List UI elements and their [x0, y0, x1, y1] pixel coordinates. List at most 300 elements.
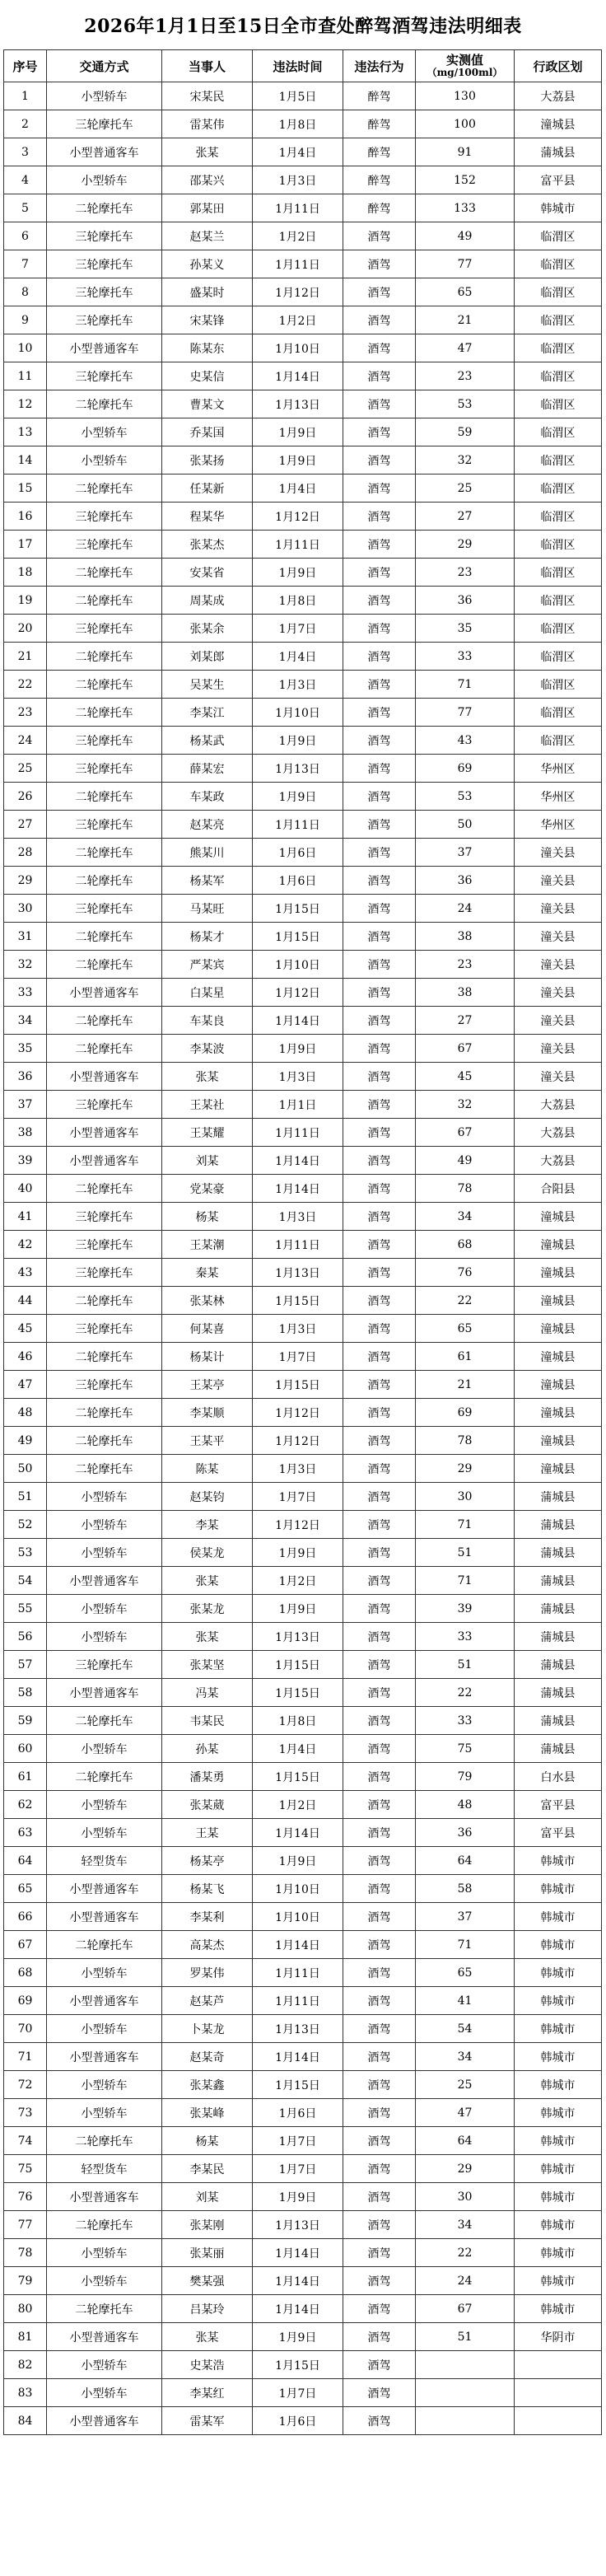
cell-behavior: 酒驾: [343, 783, 416, 811]
cell-no: 41: [4, 1203, 47, 1231]
cell-behavior: 醉驾: [343, 138, 416, 166]
cell-vehicle: 二轮摩托车: [47, 1763, 162, 1791]
cell-person: 李某民: [162, 2155, 253, 2183]
cell-date: 1月7日: [253, 2155, 343, 2183]
cell-value: 64: [416, 1847, 515, 1875]
cell-district: 临渭区: [515, 390, 602, 418]
cell-behavior: 酒驾: [343, 2183, 416, 2211]
cell-value: 24: [416, 2267, 515, 2295]
cell-vehicle: 小型普通客车: [47, 2323, 162, 2351]
table-row: [4, 755, 602, 783]
cell-district: 富平县: [515, 1791, 602, 1819]
cell-vehicle: 小型轿车: [47, 166, 162, 194]
table-row: [4, 643, 602, 671]
cell-value: 59: [416, 418, 515, 446]
cell-district: 韩城市: [515, 1847, 602, 1875]
cell-person: 张某: [162, 2323, 253, 2351]
header-value-label: 实测值: [445, 53, 483, 68]
table-row: [4, 559, 602, 587]
cell-vehicle: 小型普通客车: [47, 1875, 162, 1903]
cell-person: 陈某东: [162, 334, 253, 362]
table-row: [4, 1791, 602, 1819]
cell-person: 李某: [162, 1511, 253, 1539]
cell-person: 张某: [162, 1623, 253, 1651]
cell-person: 张某葳: [162, 1791, 253, 1819]
cell-vehicle: 小型轿车: [47, 1539, 162, 1567]
cell-person: 乔某国: [162, 418, 253, 446]
cell-person: 张某余: [162, 615, 253, 643]
table-row: [4, 475, 602, 503]
cell-district: 临渭区: [515, 362, 602, 390]
cell-date: 1月1日: [253, 1091, 343, 1119]
cell-behavior: 酒驾: [343, 1679, 416, 1707]
cell-behavior: 酒驾: [343, 1203, 416, 1231]
cell-no: 76: [4, 2183, 47, 2211]
cell-value: 65: [416, 1315, 515, 1343]
cell-value: 48: [416, 1791, 515, 1819]
cell-date: 1月15日: [253, 1371, 343, 1399]
cell-district: 潼城县: [515, 1315, 602, 1343]
cell-person: 严某宾: [162, 951, 253, 979]
cell-district: 华阴市: [515, 2323, 602, 2351]
cell-no: 12: [4, 390, 47, 418]
table-row: [4, 82, 602, 110]
cell-no: 50: [4, 1455, 47, 1483]
cell-no: 42: [4, 1231, 47, 1259]
cell-value: 77: [416, 699, 515, 727]
cell-district: 临渭区: [515, 615, 602, 643]
cell-value: 65: [416, 278, 515, 306]
cell-no: 30: [4, 895, 47, 923]
table-row: [4, 1119, 602, 1147]
cell-person: 杨某武: [162, 727, 253, 755]
cell-no: 61: [4, 1763, 47, 1791]
cell-behavior: 酒驾: [343, 1987, 416, 2015]
cell-no: 67: [4, 1931, 47, 1959]
table-row: [4, 362, 602, 390]
table-row: [4, 334, 602, 362]
cell-person: 雷某军: [162, 2407, 253, 2435]
cell-district: 临渭区: [515, 559, 602, 587]
cell-person: 熊某川: [162, 839, 253, 867]
cell-vehicle: 三轮摩托车: [47, 811, 162, 839]
cell-district: 潼城县: [515, 1399, 602, 1427]
cell-vehicle: 二轮摩托车: [47, 1175, 162, 1203]
cell-value: 51: [416, 2323, 515, 2351]
cell-no: 47: [4, 1371, 47, 1399]
table-row: [4, 923, 602, 951]
table-row: [4, 2099, 602, 2127]
cell-person: 何某喜: [162, 1315, 253, 1343]
table-row: [4, 1511, 602, 1539]
cell-behavior: 酒驾: [343, 2043, 416, 2071]
cell-behavior: 酒驾: [343, 2407, 416, 2435]
cell-person: 曹某文: [162, 390, 253, 418]
cell-value: 47: [416, 2099, 515, 2127]
cell-value: 23: [416, 951, 515, 979]
cell-no: 59: [4, 1707, 47, 1735]
cell-value: 69: [416, 755, 515, 783]
cell-no: 29: [4, 867, 47, 895]
cell-date: 1月13日: [253, 2211, 343, 2239]
cell-value: 25: [416, 475, 515, 503]
table-row: [4, 1063, 602, 1091]
cell-behavior: 酒驾: [343, 2295, 416, 2323]
table-row: [4, 671, 602, 699]
cell-date: 1月13日: [253, 755, 343, 783]
cell-vehicle: 二轮摩托车: [47, 587, 162, 615]
cell-behavior: 酒驾: [343, 1119, 416, 1147]
cell-vehicle: 三轮摩托车: [47, 727, 162, 755]
cell-value: 51: [416, 1651, 515, 1679]
cell-value: 22: [416, 1679, 515, 1707]
cell-person: 张某峰: [162, 2099, 253, 2127]
table-row: [4, 1651, 602, 1679]
cell-person: 赵某奇: [162, 2043, 253, 2071]
cell-date: 1月10日: [253, 699, 343, 727]
cell-no: 28: [4, 839, 47, 867]
cell-value: 78: [416, 1175, 515, 1203]
cell-date: 1月11日: [253, 250, 343, 278]
cell-person: 吕某玲: [162, 2295, 253, 2323]
cell-value: 33: [416, 1707, 515, 1735]
cell-district: [515, 2379, 602, 2407]
cell-district: 临渭区: [515, 306, 602, 334]
cell-vehicle: 二轮摩托车: [47, 643, 162, 671]
cell-value: 32: [416, 446, 515, 475]
cell-person: 张某扬: [162, 446, 253, 475]
cell-person: 王某潮: [162, 1231, 253, 1259]
cell-person: 杨某: [162, 1203, 253, 1231]
cell-behavior: 酒驾: [343, 979, 416, 1007]
cell-district: 韩城市: [515, 2043, 602, 2071]
cell-value: 100: [416, 110, 515, 138]
cell-district: 临渭区: [515, 587, 602, 615]
cell-vehicle: 三轮摩托车: [47, 1371, 162, 1399]
table-row: [4, 2267, 602, 2295]
cell-district: 蒲城县: [515, 1483, 602, 1511]
cell-person: 张某鑫: [162, 2071, 253, 2099]
cell-vehicle: 小型普通客车: [47, 1063, 162, 1091]
cell-person: 赵某兰: [162, 222, 253, 250]
table-row: [4, 446, 602, 475]
table-row: [4, 839, 602, 867]
cell-date: 1月14日: [253, 2267, 343, 2295]
cell-behavior: 酒驾: [343, 811, 416, 839]
cell-behavior: 酒驾: [343, 755, 416, 783]
cell-behavior: 酒驾: [343, 1819, 416, 1847]
cell-date: 1月3日: [253, 671, 343, 699]
cell-district: 韩城市: [515, 2211, 602, 2239]
cell-date: 1月10日: [253, 951, 343, 979]
cell-vehicle: 三轮摩托车: [47, 755, 162, 783]
cell-vehicle: 三轮摩托车: [47, 1231, 162, 1259]
cell-person: 史某信: [162, 362, 253, 390]
cell-value: 71: [416, 1567, 515, 1595]
cell-value: 21: [416, 1371, 515, 1399]
cell-district: 韩城市: [515, 1987, 602, 2015]
cell-value: 71: [416, 1511, 515, 1539]
cell-behavior: 酒驾: [343, 1847, 416, 1875]
cell-date: 1月14日: [253, 362, 343, 390]
cell-vehicle: 三轮摩托车: [47, 895, 162, 923]
cell-date: 1月15日: [253, 2351, 343, 2379]
table-row: [4, 2239, 602, 2267]
cell-vehicle: 小型轿车: [47, 1819, 162, 1847]
cell-no: 11: [4, 362, 47, 390]
cell-value: 68: [416, 1231, 515, 1259]
table-row: [4, 390, 602, 418]
cell-district: 临渭区: [515, 334, 602, 362]
cell-behavior: 酒驾: [343, 390, 416, 418]
cell-date: 1月11日: [253, 1959, 343, 1987]
table-row: [4, 2379, 602, 2407]
header-value: [416, 50, 515, 82]
cell-value: 33: [416, 1623, 515, 1651]
cell-behavior: 酒驾: [343, 1455, 416, 1483]
table-row: [4, 951, 602, 979]
cell-date: 1月3日: [253, 1063, 343, 1091]
cell-behavior: 酒驾: [343, 362, 416, 390]
cell-district: 大荔县: [515, 82, 602, 110]
cell-behavior: 醉驾: [343, 166, 416, 194]
cell-date: 1月3日: [253, 1455, 343, 1483]
cell-person: 党某豪: [162, 1175, 253, 1203]
cell-value: 27: [416, 1007, 515, 1035]
cell-vehicle: 三轮摩托车: [47, 503, 162, 531]
cell-person: 孙某义: [162, 250, 253, 278]
cell-person: 张某坚: [162, 1651, 253, 1679]
cell-no: 81: [4, 2323, 47, 2351]
cell-vehicle: 小型普通客车: [47, 2407, 162, 2435]
cell-value: 29: [416, 2155, 515, 2183]
cell-no: 45: [4, 1315, 47, 1343]
cell-value: 61: [416, 1343, 515, 1371]
cell-value: 67: [416, 1119, 515, 1147]
table-row: [4, 1203, 602, 1231]
cell-vehicle: 小型普通客车: [47, 979, 162, 1007]
cell-vehicle: 二轮摩托车: [47, 783, 162, 811]
cell-district: 蒲城县: [515, 1707, 602, 1735]
cell-district: [515, 2407, 602, 2435]
cell-value: 27: [416, 503, 515, 531]
cell-date: 1月9日: [253, 1035, 343, 1063]
cell-no: 23: [4, 699, 47, 727]
cell-person: 刘某: [162, 2183, 253, 2211]
cell-no: 24: [4, 727, 47, 755]
cell-behavior: 酒驾: [343, 1371, 416, 1399]
cell-person: 李某红: [162, 2379, 253, 2407]
cell-vehicle: 小型轿车: [47, 1959, 162, 1987]
table-row: [4, 2323, 602, 2351]
cell-no: 38: [4, 1119, 47, 1147]
cell-value: [416, 2379, 515, 2407]
cell-no: 70: [4, 2015, 47, 2043]
cell-vehicle: 三轮摩托车: [47, 531, 162, 559]
table-row: [4, 2127, 602, 2155]
cell-date: 1月6日: [253, 2099, 343, 2127]
cell-behavior: 酒驾: [343, 867, 416, 895]
cell-vehicle: 轻型货车: [47, 2155, 162, 2183]
table-row: [4, 1231, 602, 1259]
cell-behavior: 酒驾: [343, 1875, 416, 1903]
cell-behavior: 酒驾: [343, 615, 416, 643]
cell-no: 51: [4, 1483, 47, 1511]
cell-district: 蒲城县: [515, 1511, 602, 1539]
cell-no: 79: [4, 2267, 47, 2295]
cell-value: 39: [416, 1595, 515, 1623]
header-behavior: 违法行为: [343, 50, 416, 82]
cell-district: 潼城县: [515, 1371, 602, 1399]
table-row: [4, 979, 602, 1007]
cell-vehicle: 小型普通客车: [47, 1147, 162, 1175]
cell-no: 63: [4, 1819, 47, 1847]
cell-behavior: 酒驾: [343, 699, 416, 727]
table-row: [4, 1567, 602, 1595]
cell-date: 1月14日: [253, 2295, 343, 2323]
cell-person: 杨某军: [162, 867, 253, 895]
cell-district: 潼关县: [515, 951, 602, 979]
cell-date: 1月12日: [253, 1427, 343, 1455]
table-row: [4, 110, 602, 138]
table-row: [4, 1903, 602, 1931]
table-row: [4, 615, 602, 643]
violation-table: [3, 49, 602, 2435]
cell-no: 18: [4, 559, 47, 587]
cell-no: 55: [4, 1595, 47, 1623]
cell-person: 杨某亭: [162, 1847, 253, 1875]
cell-person: 李某顺: [162, 1399, 253, 1427]
cell-date: 1月5日: [253, 82, 343, 110]
cell-person: 杨某飞: [162, 1875, 253, 1903]
cell-behavior: 酒驾: [343, 222, 416, 250]
cell-no: 19: [4, 587, 47, 615]
cell-no: 75: [4, 2155, 47, 2183]
cell-behavior: 酒驾: [343, 1903, 416, 1931]
cell-vehicle: 二轮摩托车: [47, 923, 162, 951]
cell-behavior: 酒驾: [343, 1623, 416, 1651]
cell-behavior: 酒驾: [343, 1343, 416, 1371]
cell-no: 77: [4, 2211, 47, 2239]
cell-date: 1月9日: [253, 418, 343, 446]
cell-person: 潘某勇: [162, 1763, 253, 1791]
cell-no: 78: [4, 2239, 47, 2267]
cell-no: 8: [4, 278, 47, 306]
cell-no: 9: [4, 306, 47, 334]
table-row: [4, 1455, 602, 1483]
cell-person: 王某社: [162, 1091, 253, 1119]
table-row: [4, 1315, 602, 1343]
cell-vehicle: 三轮摩托车: [47, 222, 162, 250]
cell-district: 潼关县: [515, 1063, 602, 1091]
cell-value: 24: [416, 895, 515, 923]
cell-date: 1月6日: [253, 867, 343, 895]
cell-value: 53: [416, 390, 515, 418]
cell-behavior: 酒驾: [343, 587, 416, 615]
cell-person: 张某: [162, 1063, 253, 1091]
cell-no: 15: [4, 475, 47, 503]
cell-vehicle: 三轮摩托车: [47, 278, 162, 306]
cell-no: 65: [4, 1875, 47, 1903]
cell-no: 64: [4, 1847, 47, 1875]
cell-behavior: 酒驾: [343, 559, 416, 587]
table-row: [4, 1959, 602, 1987]
cell-behavior: 酒驾: [343, 1931, 416, 1959]
cell-vehicle: 小型轿车: [47, 2239, 162, 2267]
table-row: [4, 250, 602, 278]
cell-person: 侯某龙: [162, 1539, 253, 1567]
cell-date: 1月14日: [253, 2043, 343, 2071]
cell-behavior: 酒驾: [343, 446, 416, 475]
cell-behavior: 酒驾: [343, 727, 416, 755]
cell-vehicle: 二轮摩托车: [47, 1007, 162, 1035]
cell-no: 69: [4, 1987, 47, 2015]
cell-person: 白某星: [162, 979, 253, 1007]
cell-no: 73: [4, 2099, 47, 2127]
cell-vehicle: 二轮摩托车: [47, 1343, 162, 1371]
table-row: [4, 1287, 602, 1315]
cell-date: 1月13日: [253, 1259, 343, 1287]
cell-date: 1月15日: [253, 895, 343, 923]
cell-value: 23: [416, 362, 515, 390]
cell-district: 大荔县: [515, 1119, 602, 1147]
cell-behavior: 酒驾: [343, 1399, 416, 1427]
cell-date: 1月9日: [253, 559, 343, 587]
cell-vehicle: 二轮摩托车: [47, 2295, 162, 2323]
cell-date: 1月7日: [253, 2127, 343, 2155]
cell-value: 49: [416, 222, 515, 250]
cell-person: 杨某计: [162, 1343, 253, 1371]
cell-person: 张某: [162, 138, 253, 166]
cell-no: 32: [4, 951, 47, 979]
cell-behavior: 酒驾: [343, 2239, 416, 2267]
header-no: 序号: [4, 50, 47, 82]
cell-date: 1月9日: [253, 446, 343, 475]
cell-no: 56: [4, 1623, 47, 1651]
cell-person: 车某政: [162, 783, 253, 811]
cell-value: 34: [416, 2211, 515, 2239]
cell-value: 71: [416, 1931, 515, 1959]
table-row: [4, 503, 602, 531]
cell-vehicle: 小型轿车: [47, 2015, 162, 2043]
cell-date: 1月14日: [253, 2239, 343, 2267]
cell-no: 53: [4, 1539, 47, 1567]
cell-no: 49: [4, 1427, 47, 1455]
cell-vehicle: 二轮摩托车: [47, 951, 162, 979]
cell-behavior: 酒驾: [343, 531, 416, 559]
table-row: [4, 2183, 602, 2211]
cell-district: 潼关县: [515, 895, 602, 923]
cell-date: 1月12日: [253, 1511, 343, 1539]
cell-value: 33: [416, 643, 515, 671]
cell-date: 1月12日: [253, 278, 343, 306]
table-row: [4, 1427, 602, 1455]
cell-behavior: 酒驾: [343, 1511, 416, 1539]
cell-behavior: 酒驾: [343, 671, 416, 699]
cell-district: 韩城市: [515, 2071, 602, 2099]
page-title: 2026年1月1日至15日全市查处醉驾酒驾违法明细表: [84, 15, 522, 37]
cell-behavior: 酒驾: [343, 1035, 416, 1063]
cell-behavior: 酒驾: [343, 503, 416, 531]
cell-vehicle: 三轮摩托车: [47, 1203, 162, 1231]
cell-no: 71: [4, 2043, 47, 2071]
cell-district: 韩城市: [515, 2155, 602, 2183]
cell-person: 宋某民: [162, 82, 253, 110]
cell-person: 陈某: [162, 1455, 253, 1483]
cell-person: 周某成: [162, 587, 253, 615]
cell-date: 1月9日: [253, 1595, 343, 1623]
cell-date: 1月12日: [253, 1399, 343, 1427]
